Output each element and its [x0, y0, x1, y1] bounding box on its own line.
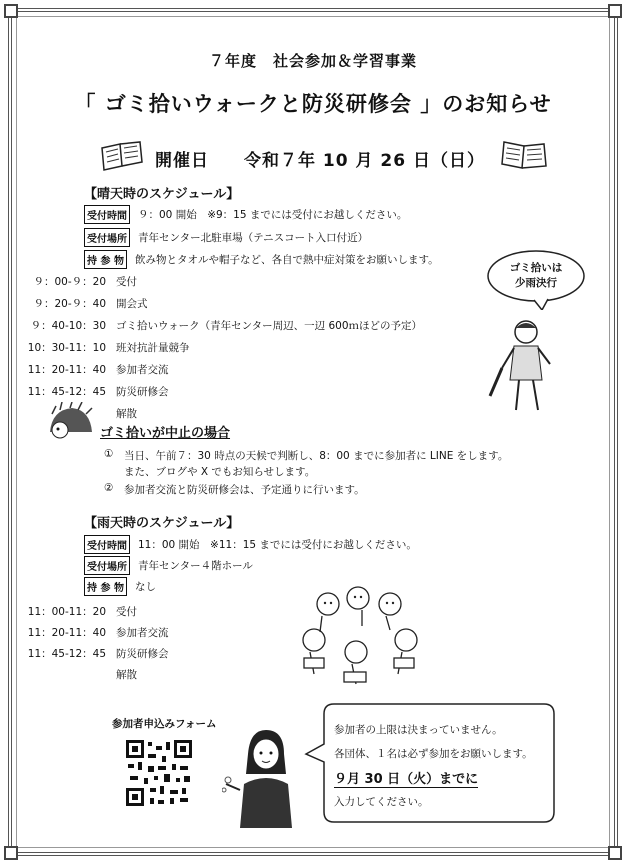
trash-picker-person-illustration	[486, 318, 566, 418]
rainy-reception-time	[84, 535, 417, 554]
application-form-label: 参加者申込みフォーム	[112, 718, 217, 730]
cancel-item-1-line-2: また、ブログや X でもお知らせします。	[124, 466, 316, 478]
open-book-icon	[500, 140, 548, 172]
belongings-text: なし	[134, 581, 156, 593]
schedule-row: ９：20-９：40 開会式	[33, 298, 148, 310]
event-date-value: 令和７年 10 月 26 日（日）	[244, 151, 485, 171]
notice-deadline: ９月 30 日（火）までに	[334, 768, 478, 788]
sunny-belongings	[84, 250, 439, 269]
hedgehog-icon	[46, 402, 96, 442]
notice-line-1: 参加者の上限は決まっていません。	[334, 724, 503, 736]
schedule-row: 11：45-12：45 防災研修会	[27, 648, 169, 660]
sunny-reception-place	[84, 228, 368, 247]
belongings-tag: 持 参 物	[84, 577, 127, 596]
belongings-text: 飲み物とタオルや帽子など、各自で熱中症対策をお願いします。	[134, 254, 439, 266]
people-circle-illustration	[296, 584, 436, 688]
corner-ornament	[4, 4, 18, 18]
sunny-reception-time	[84, 205, 407, 224]
reception-time-text: 11：00 開始 ※11：15 までには受付にお越しください。	[138, 539, 417, 551]
cancel-heading: ゴミ拾いが中止の場合	[100, 426, 231, 441]
schedule-row: 11：20-11：40 参加者交流	[27, 364, 169, 376]
reception-time-tag: 受付時間	[84, 535, 130, 554]
schedule-row: ９：40-10：30 ゴミ拾いウォーク（青年センター周辺、一辺 600ｍほどの予定）	[30, 320, 423, 332]
corner-ornament	[4, 846, 18, 860]
reception-time-text: ９：00 開始 ※9：15 までには受付にお越しください。	[138, 209, 408, 221]
schedule-row: 11：45-12：45 防災研修会	[27, 386, 169, 398]
reception-place-text: 青年センター北駐車場（テニスコート入口付近）	[138, 232, 369, 244]
corner-ornament	[608, 846, 622, 860]
rainy-belongings	[84, 577, 156, 596]
reception-place-tag: 受付場所	[84, 556, 130, 575]
reception-place-text: 青年センター４階ホール	[138, 560, 253, 572]
schedule-row: 11：00-11：20 受付	[27, 606, 137, 618]
schedule-row: 11：20-11：40 参加者交流	[27, 627, 169, 639]
cancel-item-2-mark: ②	[104, 482, 114, 494]
sunny-schedule-heading: 【晴天時のスケジュール】	[84, 187, 240, 202]
reception-place-tag: 受付場所	[84, 228, 130, 247]
schedule-row: 解散	[116, 408, 137, 420]
cancel-item-2-line-1: 参加者交流と防災研修会は、予定通りに行います。	[124, 484, 365, 496]
rainy-reception-place	[84, 556, 253, 575]
open-book-icon	[98, 140, 146, 172]
schedule-row: 解散	[116, 669, 137, 681]
page-title: 「 ゴミ拾いウォークと防災研修会 」のお知らせ	[74, 92, 552, 116]
schedule-row: ９：00-９：20 受付	[33, 276, 137, 288]
woman-illustration	[222, 728, 308, 828]
notice-line-2: 各団体、１名は必ず参加をお願いします。	[334, 748, 533, 760]
reception-time-tag: 受付時間	[84, 205, 130, 224]
belongings-tag: 持 参 物	[84, 250, 127, 269]
cancel-item-1-line-1: 当日、午前７：30 時点の天候で判断し、8：00 までに参加者に LINE をします。	[124, 450, 509, 462]
rainy-schedule-list	[20, 604, 169, 688]
cancel-item-1-mark: ①	[104, 448, 114, 460]
rainy-schedule-heading: 【雨天時のスケジュール】	[84, 516, 240, 531]
corner-ornament	[608, 4, 622, 18]
bubble-line-1: ゴミ拾いは	[509, 262, 563, 274]
qr-code[interactable]	[124, 738, 194, 808]
bubble-line-2: 少雨決行	[515, 277, 557, 289]
fiscal-year-program: ７年度 社会参加＆学習事業	[208, 52, 417, 70]
schedule-row: 10：30-11：10 班対抗計量競争	[27, 342, 190, 354]
notice-line-3: 入力してください。	[334, 796, 429, 808]
event-date-label: 開催日	[155, 151, 209, 171]
